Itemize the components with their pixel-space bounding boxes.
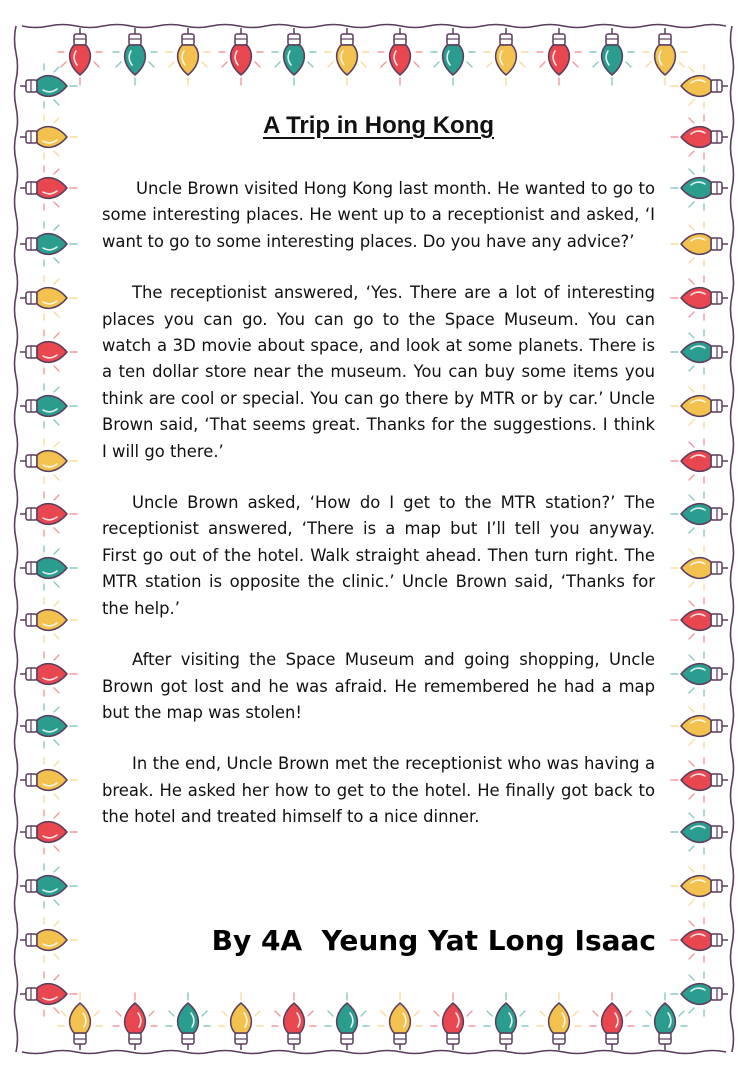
christmas-light-bulb-icon	[643, 993, 687, 1050]
christmas-light-bulb-icon	[20, 222, 77, 266]
christmas-light-bulb-icon	[20, 864, 77, 908]
christmas-light-bulb-icon	[671, 758, 728, 802]
christmas-light-bulb-icon	[272, 28, 316, 85]
christmas-light-bulb-icon	[671, 972, 728, 1016]
christmas-light-bulb-icon	[378, 28, 422, 85]
christmas-light-bulb-icon	[325, 28, 369, 85]
christmas-light-bulb-icon	[20, 810, 77, 854]
christmas-light-bulb-icon	[671, 222, 728, 266]
wire-right	[731, 26, 734, 1052]
christmas-light-bulb-icon	[20, 918, 77, 962]
christmas-light-bulb-icon	[20, 492, 77, 536]
christmas-light-bulb-icon	[590, 993, 634, 1050]
christmas-light-bulb-icon	[20, 276, 77, 320]
christmas-light-bulb-icon	[166, 28, 210, 85]
christmas-light-bulb-icon	[671, 652, 728, 696]
christmas-light-bulb-icon	[671, 384, 728, 428]
christmas-light-bulb-icon	[643, 28, 687, 85]
christmas-light-bulb-icon	[671, 276, 728, 320]
christmas-light-bulb-icon	[431, 28, 475, 85]
wire-bottom	[22, 1051, 726, 1054]
christmas-light-bulb-icon	[113, 28, 157, 85]
wire-top	[22, 25, 726, 28]
story-title: A Trip in Hong Kong	[262, 112, 495, 139]
christmas-light-bulb-icon	[484, 993, 528, 1050]
christmas-light-bulb-icon	[20, 546, 77, 590]
paragraph-1: Uncle Brown visited Hong Kong last month. He wanted to go to some interesting places. He went up to a receptionist and asked, ‘I want to go to some interesting places. Do you have any advice?’	[102, 179, 655, 251]
christmas-light-bulb-icon	[58, 993, 102, 1050]
christmas-light-bulb-icon	[20, 330, 77, 374]
christmas-light-bulb-icon	[20, 115, 77, 159]
paragraph-5: In the end, Uncle Brown met the receptionist who was having a break. He asked her how to get to the hotel. He finally got back to the hotel and treated himself to a nice dinner.	[102, 754, 655, 827]
christmas-light-bulb-icon	[20, 758, 77, 802]
christmas-light-bulb-icon	[20, 64, 77, 108]
wire-left	[15, 26, 18, 1052]
christmas-light-bulb-icon	[378, 993, 422, 1050]
christmas-light-bulb-icon	[20, 439, 77, 483]
christmas-light-bulb-icon	[20, 598, 77, 642]
christmas-light-bulb-icon	[671, 704, 728, 748]
christmas-light-bulb-icon	[671, 439, 728, 483]
christmas-light-bulb-icon	[219, 993, 263, 1050]
christmas-light-bulb-icon	[671, 864, 728, 908]
christmas-light-bulb-icon	[671, 598, 728, 642]
paragraph-3: Uncle Brown asked, ‘How do I get to the MTR station?’ The receptionist answered, ‘There is a map but I’ll tell you anyway. First go out of the hotel. Walk straight ahead. Then turn right. The MTR station is opposite the clinic.’ Uncle Brown said, ‘Thanks for the help.’	[102, 493, 655, 618]
christmas-light-bulb-icon	[20, 972, 77, 1016]
christmas-light-bulb-icon	[671, 330, 728, 374]
christmas-light-bulb-icon	[272, 993, 316, 1050]
christmas-light-bulb-icon	[537, 993, 581, 1050]
christmas-light-bulb-icon	[20, 704, 77, 748]
christmas-light-bulb-icon	[671, 546, 728, 590]
paragraph-4: After visiting the Space Museum and going shopping, Uncle Brown got lost and he was afraid. He remembered he had a map but the map was stolen!	[102, 650, 655, 722]
christmas-light-bulb-icon	[671, 492, 728, 536]
christmas-light-bulb-icon	[671, 166, 728, 210]
christmas-light-bulb-icon	[431, 993, 475, 1050]
christmas-light-bulb-icon	[671, 115, 728, 159]
christmas-light-bulb-icon	[590, 28, 634, 85]
christmas-light-bulb-icon	[58, 28, 102, 85]
christmas-light-bulb-icon	[671, 810, 728, 854]
paragraph-2: The receptionist answered, ‘Yes. There are a lot of interesting places you can go. You can go to the Space Museum. You can watch a 3D movie about space, and look at some planets. There is a ten dollar store near the museum. You can buy some items you think are cool or special. You can go there by MTR or by car.’ Uncle Brown said, ‘That seems great. Thanks for the suggestions. I think I will go there.’	[102, 283, 655, 461]
christmas-light-bulb-icon	[113, 993, 157, 1050]
christmas-light-bulb-icon	[484, 28, 528, 85]
christmas-light-bulb-icon	[20, 652, 77, 696]
author-byline: By 4A Yeung Yat Long Isaac	[211, 924, 656, 957]
christmas-light-bulb-icon	[20, 166, 77, 210]
christmas-light-bulb-icon	[219, 28, 263, 85]
christmas-light-bulb-icon	[166, 993, 210, 1050]
story-body	[102, 112, 655, 856]
christmas-light-bulb-icon	[671, 918, 728, 962]
christmas-light-bulb-icon	[537, 28, 581, 85]
christmas-light-bulb-icon	[20, 384, 77, 428]
christmas-light-bulb-icon	[671, 64, 728, 108]
christmas-light-bulb-icon	[325, 993, 369, 1050]
